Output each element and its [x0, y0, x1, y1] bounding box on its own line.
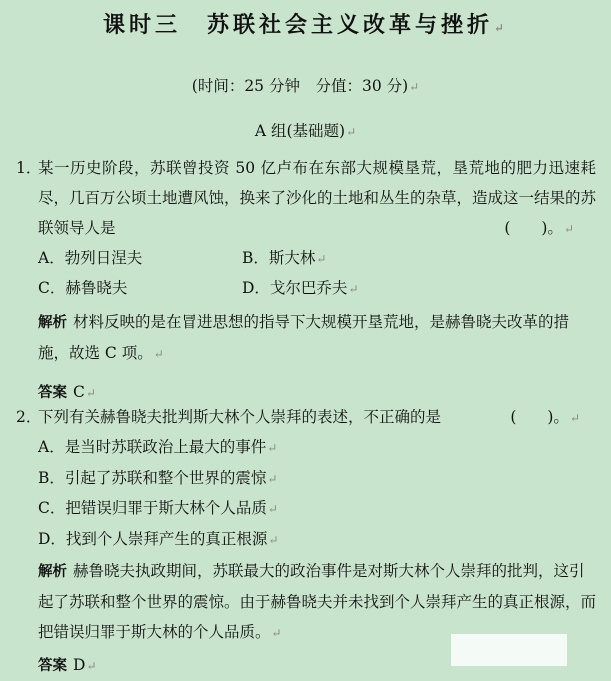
question-1 — [16, 153, 596, 408]
options-row — [38, 243, 596, 273]
answer-blank — [504, 213, 574, 244]
answer-blank — [510, 402, 580, 433]
title-text: 课时三 苏联社会主义改革与挫折 — [102, 12, 493, 38]
option-d-text: D．找到个人崇拜产生的真正根源 — [38, 529, 268, 548]
option-b-text: B．斯大林 — [242, 249, 316, 267]
paragraph-mark: ↵ — [569, 411, 580, 425]
option-c — [38, 493, 596, 524]
question-number: 2． — [16, 408, 42, 426]
paragraph-mark: ↵ — [346, 125, 357, 139]
option-c: C．赫鲁晓夫 — [38, 279, 128, 297]
options — [38, 243, 596, 303]
watermark-stamp — [451, 634, 567, 666]
paragraph-mark: ↵ — [316, 252, 327, 266]
answer-text: D — [73, 656, 86, 674]
stem-text: 某一历史阶段，苏联曾投资 50 亿卢布在东部大规模垦荒，垦荒地的肥力迅速耗尽，几百万公顷土地遭风蚀，换来了沙化的土地和丛生的杂草，造成这一结果的苏联领导人是 — [38, 159, 597, 237]
question-stem — [38, 153, 596, 243]
paragraph-mark: ↵ — [153, 347, 164, 361]
paragraph-mark: ↵ — [563, 222, 574, 236]
option-b-text: B．引起了苏联和整个世界的震惊 — [38, 468, 267, 487]
blank-text: ( )。 — [510, 408, 569, 426]
paragraph-mark: ↵ — [493, 21, 509, 35]
paragraph-mark: ↵ — [85, 386, 96, 400]
paragraph-mark: ↵ — [271, 626, 282, 640]
analysis — [38, 307, 596, 369]
option-a — [38, 432, 596, 463]
question-number: 1． — [16, 159, 42, 177]
page-title — [0, 8, 611, 39]
answer-label: 答案 — [38, 385, 67, 401]
analysis-text: 赫鲁晓夫执政期间，苏联最大的政治事件是对斯大林个人崇拜的批判，这引起了苏联和整个世界的震惊。由于赫鲁晓夫并未找到个人崇拜产生的真正根源，而把错误归罪于斯大林的个人品质。 — [38, 562, 597, 641]
answer-text: C — [73, 383, 85, 401]
analysis-label: 解析 — [38, 315, 67, 331]
blank-text: ( )。 — [504, 219, 563, 237]
option-d — [38, 524, 596, 555]
answer-label: 答案 — [38, 658, 67, 674]
option-b — [38, 463, 596, 494]
analysis-text: 材料反映的是在冒进思想的指导下大规模开垦荒地，是赫鲁晓夫改革的措施，故选 C 项。 — [38, 313, 570, 362]
analysis-label: 解析 — [38, 564, 67, 580]
options — [38, 432, 596, 554]
option-d — [242, 273, 359, 304]
paragraph-mark: ↵ — [409, 80, 420, 94]
paragraph-mark: ↵ — [268, 532, 279, 547]
subtitle — [0, 74, 611, 96]
option-b — [242, 243, 326, 274]
paragraph-mark: ↵ — [267, 441, 278, 455]
option-c-text: C．把错误归罪于斯大林个人品质 — [38, 499, 267, 517]
paragraph-mark: ↵ — [348, 282, 359, 296]
options-row — [38, 273, 596, 303]
paragraph-mark: ↵ — [86, 659, 97, 673]
group-label: A 组(基础题) — [254, 122, 346, 140]
option-d-text: D．戈尔巴乔夫 — [242, 279, 348, 297]
option-a: A．勃列日涅夫 — [38, 249, 143, 267]
stem-text: 下列有关赫鲁晓夫批判斯大林个人崇拜的表述，不正确的是 — [38, 408, 442, 426]
question-stem — [38, 402, 596, 432]
group-heading — [0, 119, 611, 141]
subtitle-text: (时间：25 分钟 分值：30 分) — [191, 77, 409, 95]
option-a-text: A．是当时苏联政治上最大的事件 — [38, 438, 267, 456]
paragraph-mark: ↵ — [267, 471, 278, 486]
paragraph-mark: ↵ — [267, 502, 278, 516]
